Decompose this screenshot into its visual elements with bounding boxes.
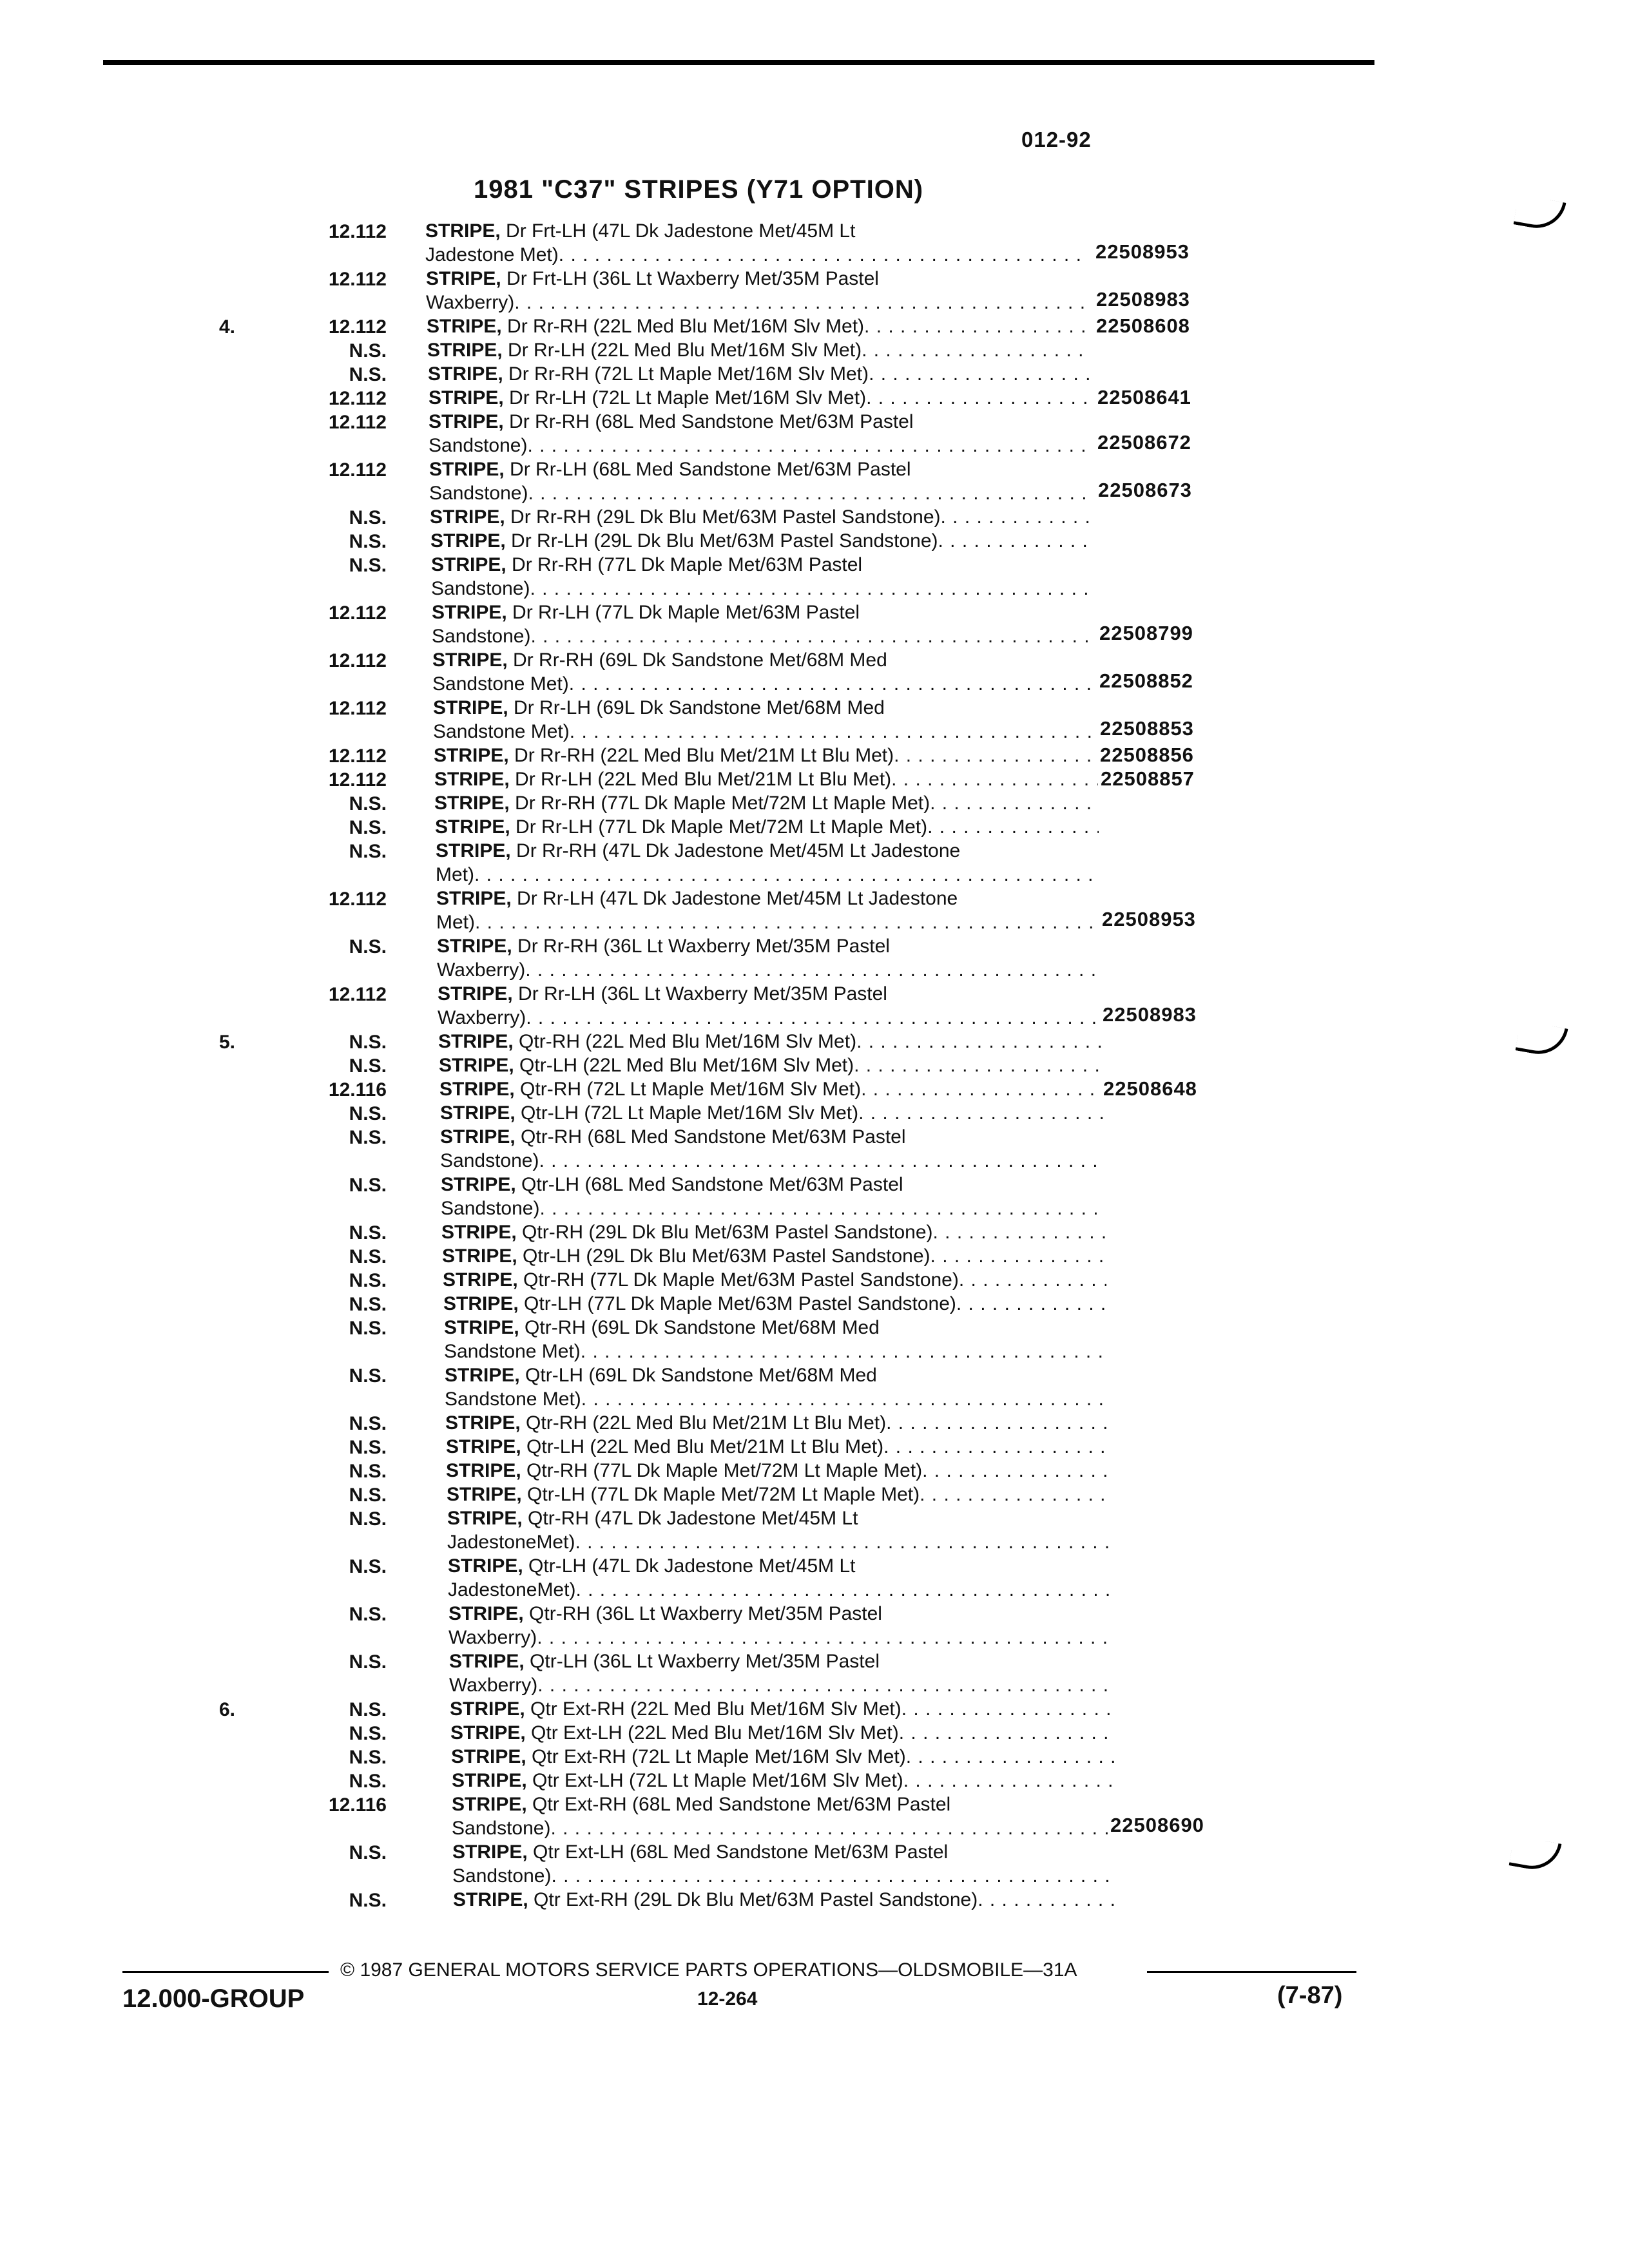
leader-dots xyxy=(854,1053,1103,1077)
item-name: STRIPE, xyxy=(448,1603,524,1624)
group-number: 12.112 xyxy=(328,388,387,409)
description-text: Dr Rr-RH (68L Med Sandstone Met/63M Pastel xyxy=(503,411,914,432)
item-name: STRIPE, xyxy=(448,1555,523,1577)
leader-dots xyxy=(906,1745,1115,1769)
group-number: N.S. xyxy=(349,1318,387,1339)
description-text: Dr Rr-RH (77L Dk Maple Met/72M Lt Maple Met) xyxy=(509,793,930,814)
item-name: STRIPE, xyxy=(427,316,502,337)
item-name: STRIPE, xyxy=(434,769,510,790)
description-continued: JadestoneMet) xyxy=(447,1532,575,1553)
description-continued: Sandstone) xyxy=(429,483,528,504)
description-continued: Met) xyxy=(436,912,475,933)
leader-dots xyxy=(581,1387,1108,1411)
description-text: Qtr-RH (77L Dk Maple Met/72M Lt Maple Met) xyxy=(521,1460,923,1481)
leader-dots xyxy=(861,1077,1103,1101)
description-text: Dr Rr-LH (68L Med Sandstone Met/63M Pastel xyxy=(504,459,911,480)
leader-dots xyxy=(862,338,1091,362)
item-name: STRIPE, xyxy=(426,268,501,289)
group-number: 12.112 xyxy=(328,769,387,791)
description-text: Qtr-LH (36L Lt Waxberry Met/35M Pastel xyxy=(524,1651,880,1672)
top-rule xyxy=(103,60,1374,65)
part-description xyxy=(445,1411,1109,1435)
part-description xyxy=(450,1697,1113,1721)
part-description xyxy=(443,1292,1107,1316)
description-text: Qtr Ext-RH (29L Dk Blu Met/63M Pastel Sandstone) xyxy=(528,1889,978,1910)
part-description xyxy=(452,1840,1116,1888)
leader-dots xyxy=(978,1888,1117,1912)
leader-dots xyxy=(959,1268,1106,1292)
leader-dots xyxy=(891,767,1098,791)
item-name: STRIPE, xyxy=(440,1102,516,1124)
part-description xyxy=(453,1888,1117,1912)
leader-dots xyxy=(528,481,1093,505)
part-description xyxy=(437,934,1101,982)
leader-dots xyxy=(922,1459,1110,1483)
part-description xyxy=(446,1435,1110,1459)
item-name: STRIPE, xyxy=(434,745,509,766)
group-number: N.S. xyxy=(349,555,387,576)
group-number: N.S. xyxy=(349,1771,387,1792)
description-text: Dr Rr-LH (22L Med Blu Met/16M Slv Met) xyxy=(502,340,862,361)
leader-dots xyxy=(886,1411,1109,1435)
page-number: 12-264 xyxy=(697,1988,758,2010)
group-number: 12.116 xyxy=(328,1079,387,1100)
group-number: N.S. xyxy=(349,1556,387,1577)
description-text: Qtr Ext-RH (22L Med Blu Met/16M Slv Met) xyxy=(525,1698,901,1720)
description-continued: JadestoneMet) xyxy=(448,1579,576,1600)
leader-dots xyxy=(869,362,1092,386)
revision-date: (7-87) xyxy=(1277,1982,1343,2009)
leader-dots xyxy=(864,314,1090,338)
item-name: STRIPE, xyxy=(441,1222,517,1243)
part-description xyxy=(428,362,1092,386)
description-continued: Sandstone) xyxy=(429,435,528,456)
leader-dots xyxy=(527,434,1092,457)
description-continued: Waxberry) xyxy=(426,292,515,313)
description-continued: Waxberry) xyxy=(437,959,526,981)
binding-mark xyxy=(1509,1836,1561,1874)
group-number: N.S. xyxy=(349,1175,387,1196)
page-code: 012-92 xyxy=(1021,128,1092,151)
part-number: 22508673 xyxy=(1098,479,1192,501)
description-text: Qtr-RH (77L Dk Maple Met/63M Pastel Sandstone) xyxy=(517,1269,959,1291)
group-number: N.S. xyxy=(349,1222,387,1244)
description-text: Qtr-LH (77L Dk Maple Met/63M Pastel Sandstone) xyxy=(518,1293,956,1314)
part-description xyxy=(444,1316,1108,1363)
part-number: 22508953 xyxy=(1095,240,1190,263)
part-description xyxy=(441,1173,1104,1220)
item-name: STRIPE, xyxy=(429,459,505,480)
leader-dots xyxy=(883,1435,1110,1459)
leader-dots xyxy=(927,815,1099,839)
ref-number: 5. xyxy=(219,1032,236,1053)
item-name: STRIPE, xyxy=(432,649,508,671)
leader-dots xyxy=(570,720,1097,744)
description-text: Qtr Ext-RH (72L Lt Maple Met/16M Slv Met) xyxy=(526,1746,906,1767)
part-description xyxy=(429,386,1092,410)
leader-dots xyxy=(551,1864,1116,1888)
description-continued: Sandstone Met) xyxy=(445,1389,581,1410)
description-continued: Sandstone Met) xyxy=(433,721,570,742)
group-number: 12.112 xyxy=(328,221,387,242)
description-continued: Waxberry) xyxy=(448,1627,537,1648)
ref-number: 6. xyxy=(219,1699,236,1720)
part-description xyxy=(427,314,1090,338)
description-text: Dr Rr-LH (36L Lt Waxberry Met/35M Pastel xyxy=(512,983,887,1004)
group-number: N.S. xyxy=(349,1127,387,1148)
leader-dots xyxy=(530,624,1095,648)
leader-dots xyxy=(539,1149,1104,1173)
item-name: STRIPE, xyxy=(428,363,503,385)
group-number: N.S. xyxy=(349,364,387,385)
part-description xyxy=(449,1649,1113,1697)
description-text: Dr Rr-RH (69L Dk Sandstone Met/68M Med xyxy=(507,649,887,671)
item-name: STRIPE, xyxy=(431,554,506,575)
item-name: STRIPE, xyxy=(436,840,511,861)
description-text: Qtr Ext-LH (22L Med Blu Met/16M Slv Met) xyxy=(525,1722,899,1744)
group-number: N.S. xyxy=(349,1055,387,1077)
group-number: 12.112 xyxy=(328,316,387,338)
description-text: Qtr-RH (36L Lt Waxberry Met/35M Pastel xyxy=(523,1603,882,1624)
part-description xyxy=(448,1602,1112,1649)
leader-dots xyxy=(559,243,1089,267)
description-continued: Sandstone) xyxy=(440,1150,539,1171)
part-description xyxy=(446,1459,1110,1483)
group-number: 12.112 xyxy=(328,698,387,719)
leader-dots xyxy=(858,1101,1104,1125)
part-number: 22508983 xyxy=(1103,1003,1197,1026)
part-number: 22508857 xyxy=(1101,767,1195,790)
item-name: STRIPE, xyxy=(447,1508,523,1529)
item-name: STRIPE, xyxy=(436,888,512,909)
description-continued: Sandstone) xyxy=(452,1818,551,1839)
description-continued: Sandstone Met) xyxy=(432,673,569,695)
part-description xyxy=(441,1220,1105,1244)
group-number: 12.112 xyxy=(328,412,387,433)
group-number: N.S. xyxy=(349,1270,387,1291)
item-name: STRIPE, xyxy=(427,340,503,361)
leader-dots xyxy=(537,1673,1113,1697)
part-description xyxy=(439,1077,1103,1101)
leader-dots xyxy=(901,1697,1113,1721)
group-label: 12.000-GROUP xyxy=(122,1984,305,2013)
part-number: 22508853 xyxy=(1100,717,1194,740)
part-description xyxy=(448,1554,1112,1602)
group-number: N.S. xyxy=(349,1699,387,1720)
leader-dots xyxy=(866,386,1092,410)
description-text: Qtr-LH (29L Dk Blu Met/63M Pastel Sandstone) xyxy=(517,1245,930,1267)
description-continued: Sandstone) xyxy=(441,1198,540,1219)
description-text: Dr Rr-LH (72L Lt Maple Met/16M Slv Met) xyxy=(503,387,867,408)
item-name: STRIPE, xyxy=(432,602,507,623)
part-description xyxy=(434,791,1098,815)
leader-dots xyxy=(514,291,1090,314)
leader-dots xyxy=(475,910,1100,934)
item-name: STRIPE, xyxy=(441,1174,516,1195)
group-number: N.S. xyxy=(349,531,387,552)
item-name: STRIPE, xyxy=(442,1245,517,1267)
description-text: Qtr-LH (69L Dk Sandstone Met/68M Med xyxy=(519,1365,877,1386)
part-description xyxy=(452,1769,1115,1792)
item-name: STRIPE, xyxy=(450,1698,525,1720)
item-name: STRIPE, xyxy=(438,1031,514,1052)
part-number: 22508799 xyxy=(1099,622,1193,644)
leader-dots xyxy=(899,1721,1114,1745)
group-number: N.S. xyxy=(349,1461,387,1482)
group-number: N.S. xyxy=(349,1485,387,1506)
part-description xyxy=(434,744,1097,767)
item-name: STRIPE, xyxy=(437,936,512,957)
leader-dots xyxy=(903,1769,1115,1792)
part-description xyxy=(438,1030,1102,1053)
description-text: Dr Rr-RH (47L Dk Jadestone Met/45M Lt Jadestone xyxy=(510,840,961,861)
description-text: Dr Rr-RH (22L Med Blu Met/21M Lt Blu Met) xyxy=(508,745,894,766)
item-name: STRIPE, xyxy=(429,411,504,432)
item-name: STRIPE, xyxy=(439,1079,515,1100)
item-name: STRIPE, xyxy=(446,1460,521,1481)
leader-dots xyxy=(530,577,1095,601)
group-number: N.S. xyxy=(349,1747,387,1768)
item-name: STRIPE, xyxy=(449,1651,525,1672)
leader-dots xyxy=(941,505,1094,529)
group-number: N.S. xyxy=(349,817,387,838)
description-text: Dr Rr-RH (77L Dk Maple Met/63M Pastel xyxy=(506,554,863,575)
leader-dots xyxy=(537,1626,1112,1649)
binding-mark xyxy=(1515,1021,1568,1059)
part-description xyxy=(427,338,1091,362)
group-number: N.S. xyxy=(349,1032,387,1053)
group-number: 12.116 xyxy=(328,1794,387,1816)
description-continued: Sandstone) xyxy=(431,578,530,599)
item-name: STRIPE, xyxy=(450,1722,526,1744)
group-number: N.S. xyxy=(349,1604,387,1625)
leader-dots xyxy=(920,1483,1110,1506)
description-text: Qtr-RH (68L Med Sandstone Met/63M Pastel xyxy=(515,1126,906,1148)
binding-mark xyxy=(1513,195,1566,233)
description-text: Dr Frt-LH (36L Lt Waxberry Met/35M Pastel xyxy=(501,268,879,289)
item-name: STRIPE, xyxy=(429,387,504,408)
ref-number: 4. xyxy=(219,316,236,338)
item-name: STRIPE, xyxy=(425,220,501,242)
leader-dots xyxy=(930,1244,1106,1268)
copyright-notice: © 1987 GENERAL MOTORS SERVICE PARTS OPERATIONS—OLDSMOBILE—31A xyxy=(340,1959,1077,1981)
part-number: 22508648 xyxy=(1103,1077,1197,1100)
part-description xyxy=(451,1745,1115,1769)
description-text: Dr Rr-LH (77L Dk Maple Met/63M Pastel xyxy=(506,602,860,623)
description-continued: Sandstone) xyxy=(432,626,531,647)
leader-dots xyxy=(856,1030,1102,1053)
group-number: N.S. xyxy=(349,1437,387,1458)
leader-dots xyxy=(894,744,1097,767)
group-number: N.S. xyxy=(349,1842,387,1863)
leader-dots xyxy=(539,1196,1104,1220)
part-number: 22508852 xyxy=(1099,669,1193,692)
part-description xyxy=(426,267,1090,314)
group-number: 12.112 xyxy=(328,459,387,481)
group-number: N.S. xyxy=(349,936,387,957)
item-name: STRIPE, xyxy=(451,1746,526,1767)
description-text: Qtr-RH (69L Dk Sandstone Met/68M Med xyxy=(519,1317,880,1338)
description-text: Qtr-LH (72L Lt Maple Met/16M Slv Met) xyxy=(515,1102,859,1124)
part-description xyxy=(447,1483,1110,1506)
part-description xyxy=(432,601,1095,648)
part-description xyxy=(443,1268,1106,1292)
part-number: 22508690 xyxy=(1110,1814,1204,1836)
part-description xyxy=(425,219,1089,267)
item-name: STRIPE, xyxy=(430,530,506,552)
leader-dots xyxy=(569,672,1096,696)
group-number: 12.112 xyxy=(328,745,387,767)
item-name: STRIPE, xyxy=(440,1126,516,1148)
part-description xyxy=(447,1506,1111,1554)
leader-dots xyxy=(938,529,1094,553)
item-name: STRIPE, xyxy=(439,1055,514,1076)
description-text: Dr Rr-LH (69L Dk Sandstone Met/68M Med xyxy=(508,697,885,718)
group-number: N.S. xyxy=(349,1508,387,1530)
part-description xyxy=(429,457,1093,505)
description-text: Qtr Ext-LH (72L Lt Maple Met/16M Slv Met) xyxy=(526,1770,903,1791)
item-name: STRIPE, xyxy=(453,1889,528,1910)
group-number: N.S. xyxy=(349,1103,387,1124)
leader-dots xyxy=(550,1816,1115,1840)
item-name: STRIPE, xyxy=(445,1412,521,1434)
page-title: 1981 "C37" STRIPES (Y71 OPTION) xyxy=(474,175,924,204)
group-number: 12.112 xyxy=(328,650,387,671)
part-description xyxy=(434,767,1098,791)
item-name: STRIPE, xyxy=(452,1841,528,1863)
group-number: 12.112 xyxy=(328,984,387,1005)
description-text: Dr Rr-RH (36L Lt Waxberry Met/35M Pastel xyxy=(512,936,890,957)
part-description xyxy=(430,505,1094,529)
description-text: Dr Rr-RH (72L Lt Maple Met/16M Slv Met) xyxy=(503,363,869,385)
item-name: STRIPE, xyxy=(443,1269,518,1291)
group-number: 12.112 xyxy=(328,269,387,290)
description-text: Qtr-LH (77L Dk Maple Met/72M Lt Maple Met) xyxy=(521,1484,920,1505)
group-number: N.S. xyxy=(349,1294,387,1315)
leader-dots xyxy=(474,863,1099,887)
leader-dots xyxy=(930,791,1098,815)
description-text: Dr Rr-LH (77L Dk Maple Met/72M Lt Maple Met) xyxy=(510,816,928,838)
item-name: STRIPE, xyxy=(435,816,510,838)
description-text: Qtr-LH (47L Dk Jadestone Met/45M Lt xyxy=(523,1555,856,1577)
footer-rule xyxy=(122,1971,329,1973)
item-name: STRIPE, xyxy=(447,1484,522,1505)
part-number: 22508641 xyxy=(1097,386,1191,408)
description-continued: Waxberry) xyxy=(438,1007,526,1028)
description-text: Qtr-RH (29L Dk Blu Met/63M Pastel Sandstone) xyxy=(516,1222,933,1243)
group-number: 12.112 xyxy=(328,889,387,910)
description-text: Dr Rr-LH (47L Dk Jadestone Met/45M Lt Jadestone xyxy=(511,888,958,909)
part-description xyxy=(440,1101,1104,1125)
item-name: STRIPE, xyxy=(446,1436,521,1457)
part-description xyxy=(436,839,1099,887)
description-text: Qtr-RH (22L Med Blu Met/16M Slv Met) xyxy=(513,1031,857,1052)
part-description xyxy=(439,1053,1103,1077)
group-number: N.S. xyxy=(349,793,387,814)
description-continued: Waxberry) xyxy=(449,1675,538,1696)
group-number: N.S. xyxy=(349,1246,387,1267)
description-continued: Jadestone Met) xyxy=(425,244,559,265)
group-number: N.S. xyxy=(349,1365,387,1387)
description-text: Qtr-RH (47L Dk Jadestone Met/45M Lt xyxy=(522,1508,858,1529)
leader-dots xyxy=(575,1578,1112,1602)
part-description xyxy=(435,815,1099,839)
part-number: 22508953 xyxy=(1102,908,1196,930)
part-description xyxy=(445,1363,1108,1411)
group-number: N.S. xyxy=(349,1413,387,1434)
group-number: N.S. xyxy=(349,1651,387,1673)
description-text: Qtr-RH (72L Lt Maple Met/16M Slv Met) xyxy=(514,1079,862,1100)
item-name: STRIPE, xyxy=(452,1794,527,1815)
part-number: 22508608 xyxy=(1096,314,1190,337)
part-description xyxy=(433,696,1097,744)
description-continued: Met) xyxy=(436,864,474,885)
description-text: Qtr-RH (22L Med Blu Met/21M Lt Blu Met) xyxy=(520,1412,887,1434)
group-number: N.S. xyxy=(349,1890,387,1911)
item-name: STRIPE, xyxy=(438,983,513,1004)
description-text: Qtr-LH (68L Med Sandstone Met/63M Pastel xyxy=(516,1174,903,1195)
part-description xyxy=(430,529,1094,553)
description-text: Qtr-LH (22L Med Blu Met/16M Slv Met) xyxy=(514,1055,854,1076)
group-number: 12.112 xyxy=(328,602,387,624)
group-number: N.S. xyxy=(349,507,387,528)
part-description xyxy=(432,648,1096,696)
description-text: Qtr Ext-RH (68L Med Sandstone Met/63M Pastel xyxy=(526,1794,951,1815)
item-name: STRIPE, xyxy=(430,506,505,528)
part-description xyxy=(452,1792,1115,1840)
description-text: Dr Rr-LH (22L Med Blu Met/21M Lt Blu Met) xyxy=(509,769,892,790)
item-name: STRIPE, xyxy=(434,793,510,814)
description-text: Qtr Ext-LH (68L Med Sandstone Met/63M Pastel xyxy=(527,1841,949,1863)
item-name: STRIPE, xyxy=(444,1317,519,1338)
part-description xyxy=(429,410,1092,457)
leader-dots xyxy=(581,1340,1108,1363)
leader-dots xyxy=(956,1292,1107,1316)
part-number: 22508983 xyxy=(1096,288,1190,311)
footer-rule xyxy=(1147,1971,1356,1973)
item-name: STRIPE, xyxy=(445,1365,520,1386)
item-name: STRIPE, xyxy=(433,697,508,718)
part-description xyxy=(436,887,1100,934)
part-description xyxy=(442,1244,1106,1268)
description-text: Dr Rr-RH (29L Dk Blu Met/63M Pastel Sandstone) xyxy=(505,506,941,528)
leader-dots xyxy=(525,958,1101,982)
part-number: 22508672 xyxy=(1097,431,1191,454)
item-name: STRIPE, xyxy=(452,1770,527,1791)
group-number: N.S. xyxy=(349,841,387,862)
description-text: Qtr-LH (22L Med Blu Met/21M Lt Blu Met) xyxy=(521,1436,884,1457)
part-description xyxy=(450,1721,1114,1745)
part-number: 22508856 xyxy=(1100,744,1194,766)
leader-dots xyxy=(575,1530,1111,1554)
part-description xyxy=(440,1125,1104,1173)
description-text: Dr Frt-LH (47L Dk Jadestone Met/45M Lt xyxy=(500,220,856,242)
description-continued: Sandstone Met) xyxy=(444,1341,581,1362)
part-description xyxy=(431,553,1095,601)
description-text: Dr Rr-LH (29L Dk Blu Met/63M Pastel Sandstone) xyxy=(505,530,938,552)
part-description xyxy=(438,982,1101,1030)
item-name: STRIPE, xyxy=(443,1293,519,1314)
leader-dots xyxy=(933,1220,1105,1244)
leader-dots xyxy=(526,1006,1101,1030)
description-continued: Sandstone) xyxy=(452,1865,552,1887)
group-number: N.S. xyxy=(349,340,387,361)
description-text: Dr Rr-RH (22L Med Blu Met/16M Slv Met) xyxy=(501,316,865,337)
group-number: N.S. xyxy=(349,1723,387,1744)
